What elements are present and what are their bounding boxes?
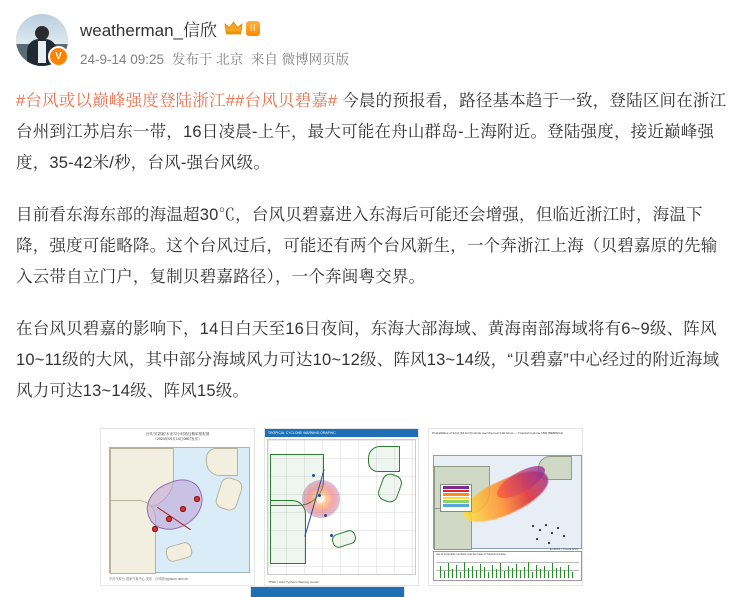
avatar[interactable]	[16, 14, 68, 66]
image-2-footer: JTWC / Joint Typhoon Warning Center	[268, 580, 320, 584]
ensemble-model-intensity-plot[interactable]	[428, 428, 583, 586]
topic-link-1[interactable]: #台风或以巅峰强度登陆浙江#	[16, 92, 236, 110]
image-1-footer: 中央气象台 国家气象中心 发布 · 台风网 typhoon.nmc.cn	[109, 577, 188, 582]
paragraph-2: 目前看东海东部的海温超30℃，台风贝碧嘉进入东海后可能还会增强，但临近浙江时，海温下降，强度可能略降。这个台风过后，可能还有两个台风新生，一个奔浙江上海（贝碧嘉原的先输入云带自立门户，复制贝碧嘉路径），一个奔闽粤交界。	[16, 206, 718, 286]
track-point	[312, 474, 315, 477]
ensemble-member-strip	[433, 551, 582, 581]
image-1-caption2: （2024年09月14日08时发布）	[153, 437, 202, 441]
image-1-caption: 台风“贝碧嘉”未来72小时路径概率预报图	[145, 432, 210, 436]
topic-link-2[interactable]: #台风贝碧嘉#	[235, 92, 338, 110]
storm-spiral	[302, 480, 340, 518]
image-3-map-panel	[433, 455, 582, 549]
post-content	[16, 86, 734, 407]
post-header	[16, 14, 734, 68]
paragraph-1	[16, 86, 734, 179]
publish-prefix: 发布于	[171, 52, 213, 67]
color-legend	[440, 484, 472, 512]
paragraph-3: 在台风贝碧嘉的影响下，14日白天至16日夜间，东海大部海域、黄海南部海域将有6~9级、阵风10~11级的大风，其中部分海域风力可达10~12级、阵风13~14级，“贝碧嘉”中心经过的附近海域风力可达13~14级、阵风15级。	[16, 320, 720, 400]
post-images	[16, 428, 734, 586]
image-3-credit: ECMWF / TIGGE ENS	[549, 547, 578, 551]
coastline	[270, 500, 306, 564]
next-image-row-partial[interactable]	[250, 586, 405, 597]
avatar-person-shirt	[38, 41, 46, 63]
name-row	[80, 16, 349, 40]
track-point	[318, 494, 321, 497]
image-2-map-area	[267, 439, 416, 575]
source-prefix: 来自	[250, 52, 278, 67]
post-timestamp: 24-9-14 09:25	[80, 52, 165, 67]
verified-badge-icon[interactable]: V	[48, 46, 69, 67]
track-point	[194, 496, 200, 502]
post-meta	[80, 14, 349, 68]
landmass	[206, 448, 238, 476]
avatar-person-head	[35, 26, 49, 40]
username[interactable]: weatherman_信欣	[80, 20, 218, 40]
image-3-strip-note: List of ensemble members over the track of Tropical Cyclone	[436, 553, 506, 556]
post-source[interactable]: 微博网页版	[281, 52, 350, 67]
typhoon-track-forecast-map[interactable]	[100, 428, 255, 586]
paragraph-1-text: 今晨的预报看，路径基本趋于一致，登陆区间在浙江台州到江苏启东一带，16日凌晨-上午，最大可能在舟山群岛-上海附近。登陆强度，接近巅峰强度，35-42米/秒，台风-强台风级。	[16, 92, 727, 172]
track-point	[180, 506, 186, 512]
image-2-title: TROPICAL CYCLONE WARNING GRAPHIC	[265, 429, 418, 437]
ensemble-dots	[530, 522, 572, 548]
member-level-badge[interactable]: II	[246, 21, 260, 36]
track-point	[324, 514, 327, 517]
coastline	[330, 529, 357, 550]
landmass	[214, 475, 245, 512]
track-point	[330, 534, 333, 537]
jtwc-warning-graphic[interactable]	[264, 428, 419, 586]
image-3-header: Probabilities of 34 kt (64 km/h) winds over the next 120 hours — Tropical Cyclone 15W (BEBINCA)	[432, 431, 564, 435]
coastline	[376, 471, 404, 504]
track-point	[166, 516, 172, 522]
post-location[interactable]: 北京	[216, 52, 244, 67]
post-subline	[80, 48, 349, 68]
coastline	[368, 446, 400, 472]
image-1-map-area	[109, 447, 250, 573]
landmass	[164, 541, 193, 563]
crown-icon[interactable]	[224, 20, 243, 36]
track-point	[152, 526, 158, 532]
